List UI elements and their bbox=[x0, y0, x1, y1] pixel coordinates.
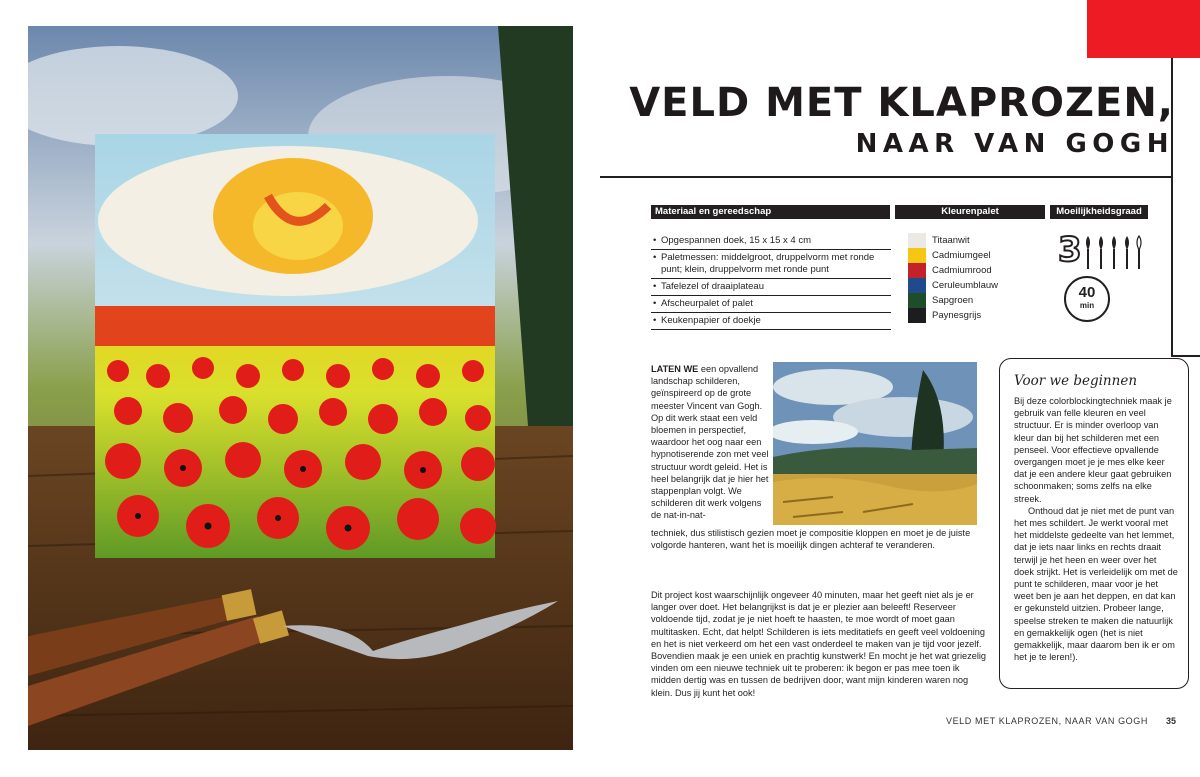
divider-horizontal bbox=[600, 176, 1173, 178]
time-unit: min bbox=[1079, 301, 1095, 310]
color-swatch bbox=[908, 233, 926, 248]
color-swatch bbox=[908, 263, 926, 278]
tip-paragraph-2: Onthoud dat je niet met de punt van het mes schildert. Je werkt vooral met het middelste gedeelte van het lemmet, dat je iets naar links en rechts draait terwijl je het heen en weer over het doek strijkt. Het is verleidelijk om met de punt te schilderen, maar voor je het weet ben je aan het deppen, en dat kan er gekunsteld uitzien. Probeer lange, speelse streken te maken die natuurlijk en gemakkelijk ogen (het is niet gemakkelijk, maar daarom ben ik er om het je te leren!). bbox=[1014, 505, 1178, 663]
difficulty-block bbox=[1058, 232, 1148, 322]
color-name: Sapgroen bbox=[932, 295, 974, 306]
tip-box bbox=[999, 358, 1189, 689]
palette-header: Kleurenpalet bbox=[895, 205, 1045, 219]
tip-paragraph-1: Bij deze colorblockingtechniek maak je gebruik van felle kleuren en veel structuur. Er is minder overloop van kleur dan bij het schilderen met een penseel. Voor effectieve opvallende overgangen moet je je mes elke keer dat je een andere kleur gaat gebruiken schoonmaken; soms zelfs na elke streek. bbox=[1014, 396, 1172, 504]
swatch-row bbox=[908, 293, 998, 308]
color-swatch bbox=[908, 293, 926, 308]
running-title: VELD MET KLAPROZEN, NAAR VAN GOGH bbox=[945, 716, 1148, 726]
color-name: Ceruleumblauw bbox=[932, 280, 999, 291]
canvas-photo bbox=[28, 26, 573, 750]
list-item: • Keukenpapier of doekje bbox=[651, 313, 891, 330]
chapter-tab bbox=[1087, 0, 1200, 58]
color-swatch bbox=[908, 248, 926, 263]
palette-knife-icon bbox=[1082, 234, 1144, 270]
intro-lead: LATEN WE bbox=[651, 364, 699, 374]
swatch-row bbox=[908, 308, 998, 323]
van-gogh-painting bbox=[773, 362, 977, 525]
difficulty-header: Moeilijkheidsgraad bbox=[1050, 205, 1148, 219]
intro-continued: techniek, dus stilistisch gezien moet je compositie kloppen en moet je de juiste volgorde hanteren, want het is moeilijk dingen achteraf te veranderen. bbox=[651, 528, 971, 551]
color-name: Paynesgrijs bbox=[932, 310, 982, 321]
color-name: Titaanwit bbox=[932, 235, 970, 246]
page-number: 35 bbox=[1165, 716, 1176, 726]
materials-list bbox=[651, 233, 891, 330]
timer-icon bbox=[1064, 276, 1110, 322]
list-item: • Paletmessen: middelgroot, druppelvorm met ronde punt; klein, druppelvorm met ronde punt bbox=[651, 250, 891, 279]
tip-box-title: Voor we beginnen bbox=[1014, 373, 1138, 389]
color-name: Cadmiumgeel bbox=[932, 250, 991, 261]
list-item: • Opgespannen doek, 15 x 15 x 4 cm bbox=[651, 233, 891, 250]
page-footer bbox=[920, 716, 1176, 726]
intro-column bbox=[651, 363, 769, 522]
color-palette bbox=[908, 233, 998, 323]
swatch-row bbox=[908, 248, 998, 263]
color-swatch bbox=[908, 308, 926, 323]
page-title: VELD MET KLAPROZEN, bbox=[629, 80, 1174, 126]
swatch-row bbox=[908, 278, 998, 293]
divider-stub bbox=[1171, 355, 1200, 357]
time-value: 40 bbox=[1078, 284, 1096, 301]
intro-text: een opvallend landschap schilderen, geïnspireerd op de grote meester Vincent van Gogh. Op dit werk staat een veld bloemen in perspectief, waardoor het oog naar een hypnotiserende zon met veel structuur wordt geleid. Het is heel belangrijk dat je hier het stappenplan volgt. We schilderen dit werk volgens de nat-in-nat- bbox=[651, 364, 769, 521]
list-item: • Afscheurpalet of palet bbox=[651, 296, 891, 313]
page-subtitle: NAAR VAN GOGH bbox=[855, 129, 1174, 159]
color-name: Cadmiumrood bbox=[932, 265, 992, 276]
materials-header: Materiaal en gereedschap bbox=[651, 205, 890, 219]
difficulty-level: 3 bbox=[1058, 230, 1082, 270]
swatch-row bbox=[908, 233, 998, 248]
list-item: • Tafelezel of draaiplateau bbox=[651, 279, 891, 296]
color-swatch bbox=[908, 278, 926, 293]
intro-paragraph-2: Dit project kost waarschijnlijk ongeveer 40 minuten, maar het geeft niet als je er langer over doet. Het belangrijkst is dat je er plezier aan beleeft! Reserveer voldoende tijd, zodat je je niet hoeft te haasten, te moe wordt of moet gaan multitasken. Echt, dat helpt! Schilderen is iets meditatiefs en geeft veel voldoening en het is niet verkeerd om het een vast onderdeel te maken van je tijd voor jezelf. Bovendien maak je een uniek en prachtig kunstwerk! En mocht je het wat griezelig vinden om een nieuwe techniek uit te proberen: ik begon er pas mee toen ik midden dertig was en tussen de bedrijven door, want mijn kinderen waren nog klein. Dus jij kunt het ook! bbox=[651, 590, 987, 698]
swatch-row bbox=[908, 263, 998, 278]
